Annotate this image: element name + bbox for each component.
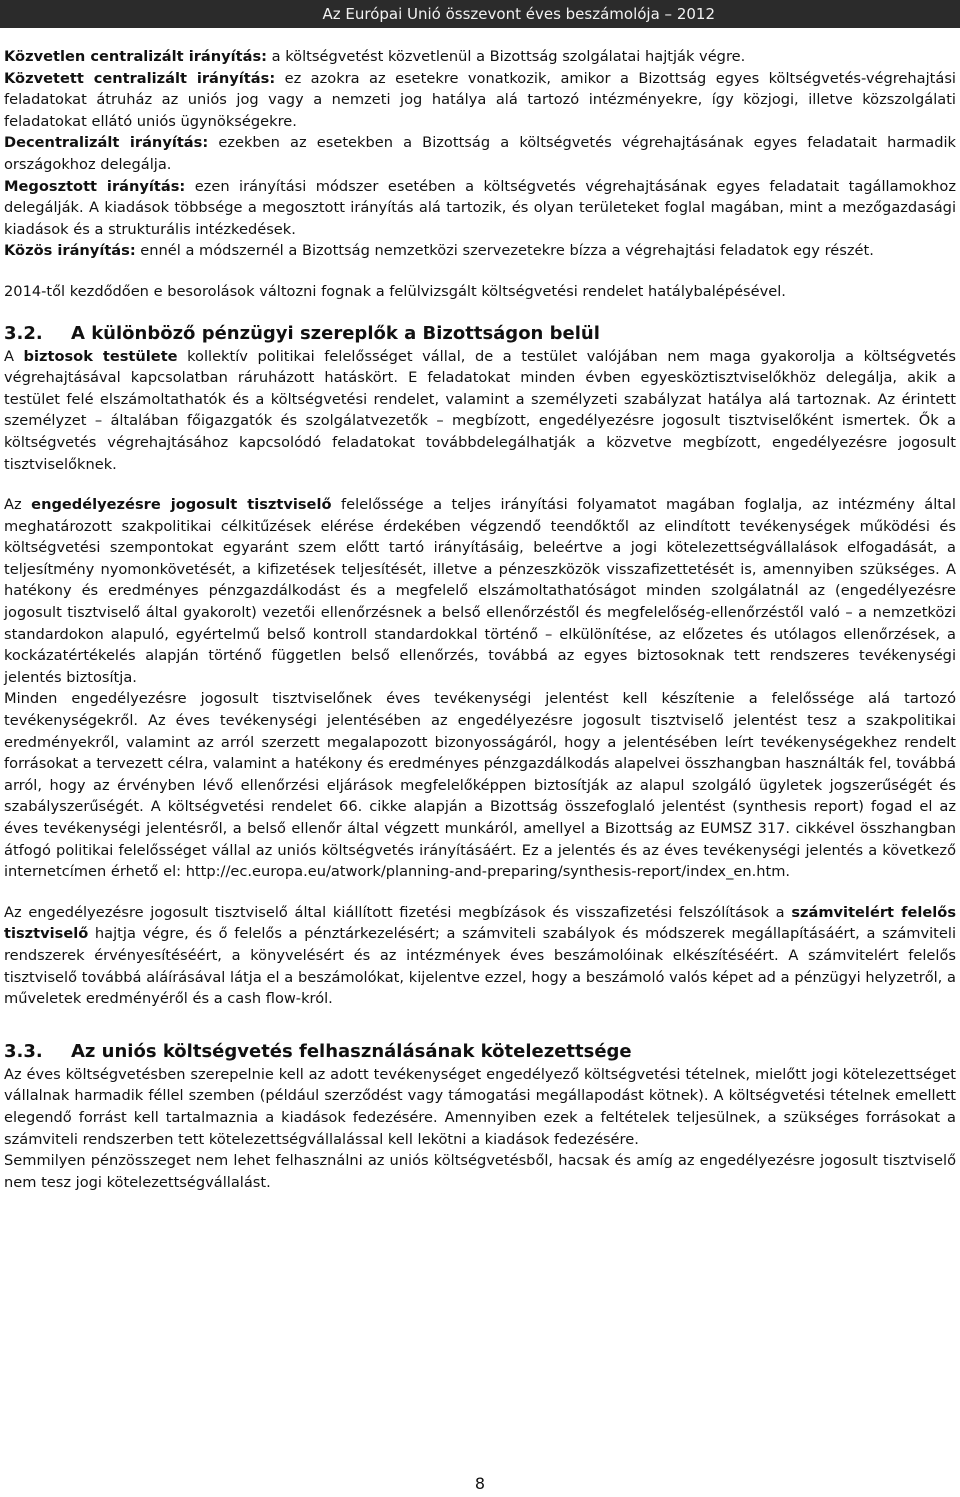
definition-term: Közvetett centralizált irányítás:	[4, 69, 276, 87]
text-run: hajtja végre, és ő felelős a pénztárkezelésért; a számviteli szabályok és módszerek megállapításáért, a számviteli rendszerek érvényesítéséért, a könyvelésért és az intézmények éves beszámolóinak elkészítéséért. A számvitelért felelős tisztviselő továbbá aláírásával látja el a beszámolókat, kijelentve ezzel, hogy a beszámoló valós képet ad a pénzügyi helyzetről, a műveletek eredményéről és a cash flow-król.	[4, 925, 956, 1008]
definition-text: ezekben az esetekben a Bizottság a költségvetés végrehajtásának egyes feladatait harmadik országokhoz delegálja.	[4, 134, 956, 173]
definition-joint	[4, 240, 956, 262]
paragraph-annual-activity-report: Minden engedélyezésre jogosult tisztviselőnek éves tevékenységi jelentést kell készítenie a felelőssége alá tartozó tevékenységekről. Az éves tevékenységi jelentésében az engedélyezésre jogosult tisztviselő jelentést tesz a szakpolitikai eredményekről, valamint az arról szerzett megalapozott bizonyosságáról, hogy a jelentésében leírt tevékenységekhez rendelt forrásokat a tervezett célra, valamint a hatékony és eredményes pénzgazdálkodás alapelvei összhangban használták fel, továbbá arról, hogy az érvényben lévő ellenőrzési eljárások megfelelőképpen biztosítják az alapul szolgáló ügyletek jogszerűségét és szabályszerűségét. A költségvetési rendelet 66. cikke alapján a Bizottság összefoglaló jelentést (synthesis report) fogad el az éves tevékenységi jelentésről, a belső ellenőr által végzett munkáról, amellyel a Bizottság az EUMSZ 317. cikkével összhangban átfogó politikai felelősséget vállal az uniós költségvetés irányításáért. Ez a jelentés és az éves tevékenységi jelentés a következő internetcímen érhető el: http://ec.europa.eu/atwork/planning-and-preparing/synthesis-report/index_en.htm.	[4, 690, 956, 881]
document-body	[4, 46, 956, 1193]
note-2014: 2014-től kezdődően e besorolások változni fognak a felülvizsgált költségvetési rendelet hatálybalépésével.	[4, 282, 786, 300]
paragraph-authorising-officer	[4, 494, 956, 688]
section-title: Az uniós költségvetés felhasználásának kötelezettsége	[71, 1040, 632, 1062]
text-run: Az	[4, 496, 32, 514]
text-run: Az engedélyezésre jogosult tisztviselő által kiállított fizetési megbízások és visszafizetési felszólítások a	[4, 903, 792, 921]
definition-term: Közös irányítás:	[4, 242, 136, 260]
bold-term: biztosok testülete	[23, 347, 178, 365]
page-number: 8	[474, 1474, 486, 1493]
section-title: A különböző pénzügyi szereplők a Bizottságon belül	[71, 322, 600, 344]
section-heading-3-3	[4, 1040, 956, 1064]
paragraph-budget-line: Az éves költségvetésben szerepelnie kell az adott tevékenységet engedélyező költségvetési tételnek, mielőtt jogi kötelezettséget vállalnak harmadik féllel szemben (például szerződést vagy támogatási megállapodást kötnek). A költségvetési tételnek emellett elegendő forrást kell tartalmaznia a kiadások fedezésére. Amennyiben ezek a feltételek teljesülnek, a szükséges forrásokat a számviteli rendszerben tett kötelezettségvállalással kell lekötni a kiadások fedezésére.	[4, 1065, 956, 1148]
running-header	[0, 0, 960, 28]
definition-term: Megosztott irányítás:	[4, 177, 186, 195]
paragraph-accounting-officer	[4, 902, 956, 1010]
bold-term: engedélyezésre jogosult tisztviselő	[31, 496, 332, 514]
bold-term: számvitelért felelős tisztviselő	[4, 903, 957, 943]
definition-term: Decentralizált irányítás:	[4, 134, 209, 152]
definition-text: ennél a módszernél a Bizottság nemzetközi szervezetekre bízza a végrehajtási feladatok egy részét.	[135, 242, 874, 260]
definition-shared	[4, 176, 956, 241]
definition-indirect-centralised	[4, 68, 956, 133]
section-number: 3.2.	[4, 322, 43, 344]
definition-decentralised	[4, 132, 956, 175]
text-run: A	[4, 347, 24, 365]
text-run: felelőssége a teljes irányítási folyamatot magában foglalja, az intézmény által meghatározott szakpolitikai célkitűzések elérése érdekében végzendő teendőktől az elindított tevékenységek működési és költségvetési szempontokat egyaránt szem előtt tartó irányításáig, beleértve a jogi kötelezettségvállalások elfogadását, a teljesítmény nyomonkövetését, a kifizetések teljesítését, illetve a pénzeszközök visszafizettetését is, amennyiben szükséges. A hatékony és eredményes pénzgazdálkodást és a megfelelő elszámoltathatóságot minden szolgálatnál az (engedélyezésre jogosult tisztviselő által gyakorolt) vezetői ellenőrzésnek a belső ellenőrzéstől és megfelelőség-ellenőrzéstől való – a nemzetközi standardokon alapuló, egyértelmű belső kontroll standardokkal történő – elkülönítése, az előzetes és utólagos ellenőrzések, a kockázatértékelés alapján történő független belső ellenőrzés, továbbá az egyes biztosoknak tett rendszeres tevékenységi jelentés biztosítja.	[4, 496, 956, 686]
definition-text: ezen irányítási módszer esetében a költségvetés végrehajtásának egyes feladatait tagállamokhoz delegálják. A kiadások többsége a megosztott irányítás alá tartozik, és olyan területeket foglal magában, mint a mezőgazdasági kiadások és a strukturális intézkedések.	[4, 177, 956, 238]
section-heading-3-2	[4, 322, 956, 346]
paragraph-legal-commitment: Semmilyen pénzösszeget nem lehet felhasználni az uniós költségvetésből, hacsak és amíg az engedélyezésre jogosult tisztviselő nem tesz jogi kötelezettségvállalást.	[4, 1152, 956, 1191]
definition-text: ez azokra az esetekre vonatkozik, amikor a Bizottság egyes költségvetés-végrehajtási feladatokat átruház az uniós jog vagy a nemzeti jog hatálya alá tartozó intézményekre, így közjogi, illetve közszolgálati feladatokat ellátó uniós ügynökségekre.	[4, 69, 956, 130]
header-title: Az Európai Unió összevont éves beszámolója – 2012	[322, 5, 715, 23]
paragraph-commissioners	[4, 346, 956, 476]
definition-term: Közvetlen centralizált irányítás:	[4, 48, 267, 65]
definition-text: a költségvetést közvetlenül a Bizottság szolgálatai hajtják végre.	[267, 48, 746, 65]
section-number: 3.3.	[4, 1040, 43, 1062]
definition-direct-centralised	[4, 46, 956, 68]
text-run: kollektív politikai felelősséget vállal, de a testület valójában nem maga gyakorolja a költségvetés végrehajtásával kapcsolatban ráruházott hatáskört. E feladatokat minden évben egyesköztisztviselőkhöz delegálja, akik a testület felé elszámoltathatók és a költségvetési rendelet, valamint a személyzeti szabályzat hatálya alá tartoznak. Az érintett személyzet – általában főigazgatók és szolgálatvezetők – megbízott, engedélyezésre jogosult tisztviselőként ismertek. Ők a költségvetés végrehajtásához kapcsolódó feladatokat továbbdelegálhatják a közvetve megbízott, engedélyezésre jogosult tisztviselőknek.	[4, 347, 956, 473]
